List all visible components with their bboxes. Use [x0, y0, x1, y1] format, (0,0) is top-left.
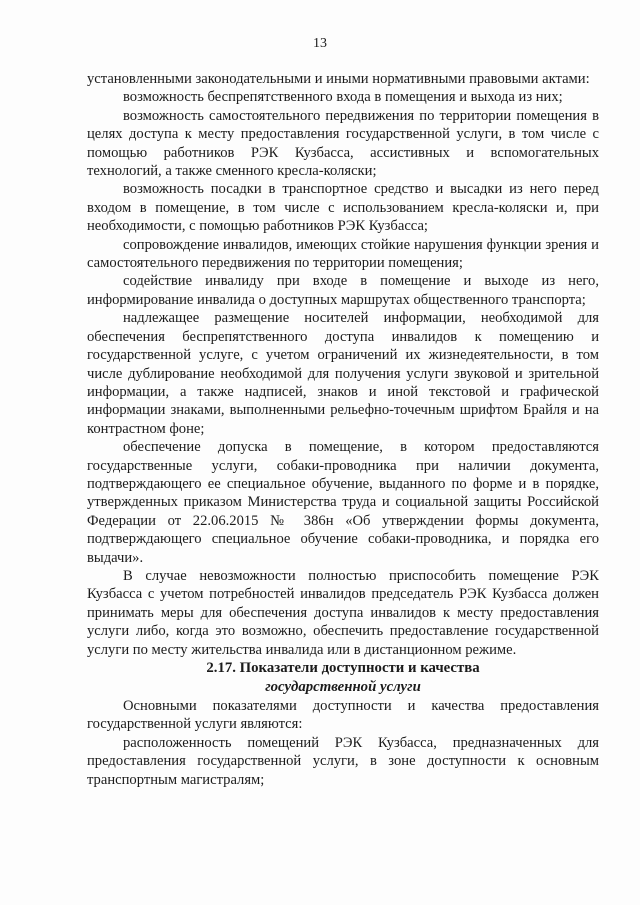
section-heading	[87, 659, 599, 697]
paragraph: надлежащее размещение носителей информации, необходимой для обеспечения беспрепятственного доступа инвалидов к помещению и государственной услуге, с учетом ограничений их жизнедеятельности, в том числе дублирование необходимой для получения услуги звуковой и зрительной информации, а также надписей, знаков и иной текстовой и графической информации знаками, выполненными рельефно-точечным шрифтом Брайля и на контрастном фоне;	[87, 310, 599, 437]
section-heading-line-1: 2.17. Показатели доступности и качества	[206, 660, 480, 676]
paragraph: возможность посадки в транспортное средство и высадки из него перед входом в помещение, в том числе с использованием кресла-коляски и, при необходимости, с помощью работников РЭК Кузбасса;	[87, 181, 599, 235]
paragraph: возможность самостоятельного передвижения по территории помещения в целях доступа к месту предоставления государственной услуги, в том числе с помощью работников РЭК Кузбасса, ассистивных и вспомогательных технологий, а также сменного кресла-коляски;	[87, 107, 599, 180]
document-body	[87, 70, 599, 789]
paragraph: расположенность помещений РЭК Кузбасса, предназначенных для предоставления государственной услуги, в зоне доступности к основным транспортным магистралям;	[87, 734, 599, 788]
section-heading-line-2: государственной услуги	[265, 679, 421, 695]
paragraph: В случае невозможности полностью приспособить помещение РЭК Кузбасса с учетом потребностей инвалидов председатель РЭК Кузбасса должен принимать меры для обеспечения доступа инвалидов к месту предоставления услуги либо, когда это возможно, обеспечить предоставление государственной услуги по месту жительства инвалида или в дистанционном режиме.	[87, 567, 599, 658]
paragraph: Основными показателями доступности и качества предоставления государственной услуги являются:	[87, 698, 599, 733]
paragraph: установленными законодательными и иными нормативными правовыми актами:	[87, 71, 590, 87]
paragraph: содействие инвалиду при входе в помещение и выходе из него, информирование инвалида о доступных маршрутах общественного транспорта;	[87, 273, 599, 308]
paragraph: обеспечение допуска в помещение, в котором предоставляются государственные услуги, собаки-проводника при наличии документа, подтверждающего ее специальное обучение, выданного по форме и в порядке, утвержденных приказом Министерства труда и социальной защиты Российской Федерации от 22.06.2015 № 386н «Об утверждении формы документа, подтверждающего специальное обучение собаки-проводника, и порядка его выдачи».	[87, 439, 599, 566]
paragraph: сопровождение инвалидов, имеющих стойкие нарушения функции зрения и самостоятельного передвижения по территории помещения;	[87, 236, 599, 272]
page-number: 13	[313, 36, 327, 51]
paragraph: возможность беспрепятственного входа в помещения и выхода из них;	[123, 89, 563, 106]
